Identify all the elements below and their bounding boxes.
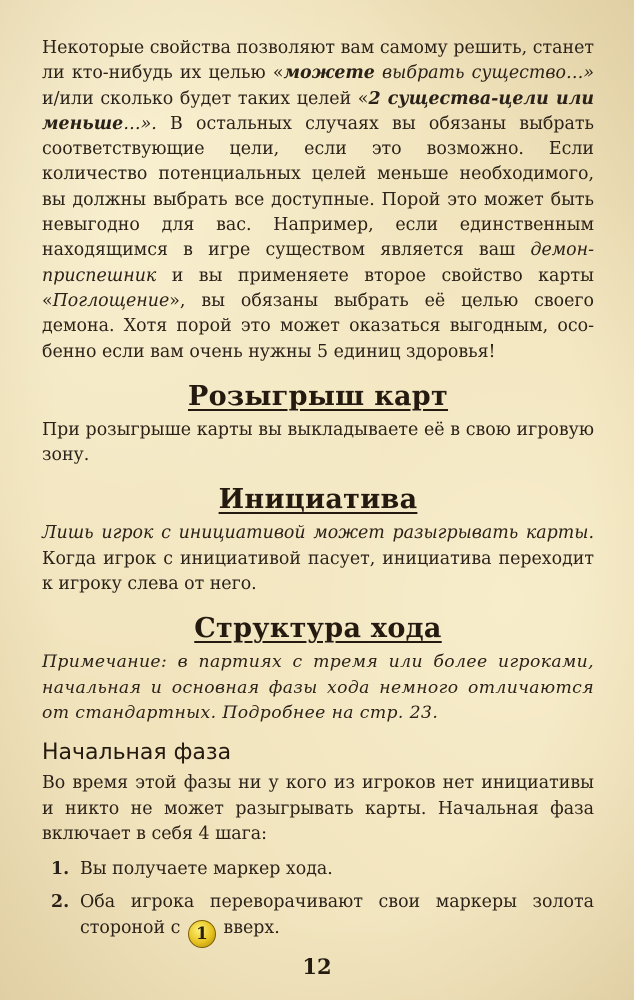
initiative-text: Когда игрок с инициативой пасует, инициатива переходит к игроку слева от него. <box>42 548 594 595</box>
step-text: Вы получаете маркер хода. <box>80 859 333 880</box>
step-text: Оба игрока переворачивают свои маркеры золота стороной с <box>80 892 594 938</box>
intro-emphasis-may: можете <box>283 63 375 84</box>
step-number: 2. <box>51 892 70 913</box>
intro-quote: выбрать существо…» <box>374 63 594 84</box>
intro-text: и/или сколько будет таких целей « <box>42 88 369 109</box>
phase-paragraph: Во время этой фазы ни у кого из игроков нет инициативы и никто не может разыгрывать карты. Начальная фаза включает в себя 4 шага: <box>42 773 594 844</box>
steps-list <box>42 857 594 948</box>
initiative-paragraph <box>42 521 594 597</box>
play-paragraph: При розыгрыше карты вы выкладываете её в свою игровую зону. <box>42 419 594 466</box>
phase-title: Начальная фаза <box>42 740 232 766</box>
intro-card-name: Поглощение <box>52 290 170 311</box>
intro-emphasis-targets: 2 существа-цели или меньше <box>42 88 594 134</box>
step-text: вверх. <box>223 917 280 938</box>
intro-text: В остальных случаях вы обязаны выбрать соответствующие цели, если это возможно. Если количество потенциальных целей меньше необходимого, вы должны выбрать все доступные. Порой это может быть невыгодно для вас. Например, если единственным находящимся в игре существом является ваш <box>42 113 594 261</box>
section-title-turn: Структура хода <box>194 613 442 645</box>
gold-coin-icon: 1 <box>188 920 216 948</box>
list-item <box>42 857 594 882</box>
intro-paragraph <box>42 36 594 365</box>
intro-quote: …». <box>123 113 157 134</box>
step-number: 1. <box>51 859 70 880</box>
section-title-play: Розыгрыш карт <box>187 380 449 412</box>
intro-text: », вы обязаны выбрать её целью своего демона. Хотя порой это может оказаться выгодным, особенно если вам очень нужны 5 единиц здоровья! <box>42 290 594 362</box>
intro-text: Некоторые свойства позволяют вам самому решить, станет ли кто-нибудь их целью « <box>42 38 594 84</box>
turn-note: Примечание: в партиях с тремя или более игроками, начальная и основная фазы хода немного отличаются от стандартных. Подробнее на стр. 23. <box>42 652 594 723</box>
intro-text: и вы применяете второе свойство карты « <box>42 265 594 311</box>
intro-card-name: демон-приспешник <box>42 240 594 286</box>
list-item <box>42 890 594 947</box>
page-number: 12 <box>302 954 332 979</box>
section-title-initiative: Инициатива <box>218 484 418 516</box>
page-content <box>42 36 594 948</box>
initiative-italic: Лишь игрок с инициативой может разыгрывать карты. <box>42 523 594 544</box>
